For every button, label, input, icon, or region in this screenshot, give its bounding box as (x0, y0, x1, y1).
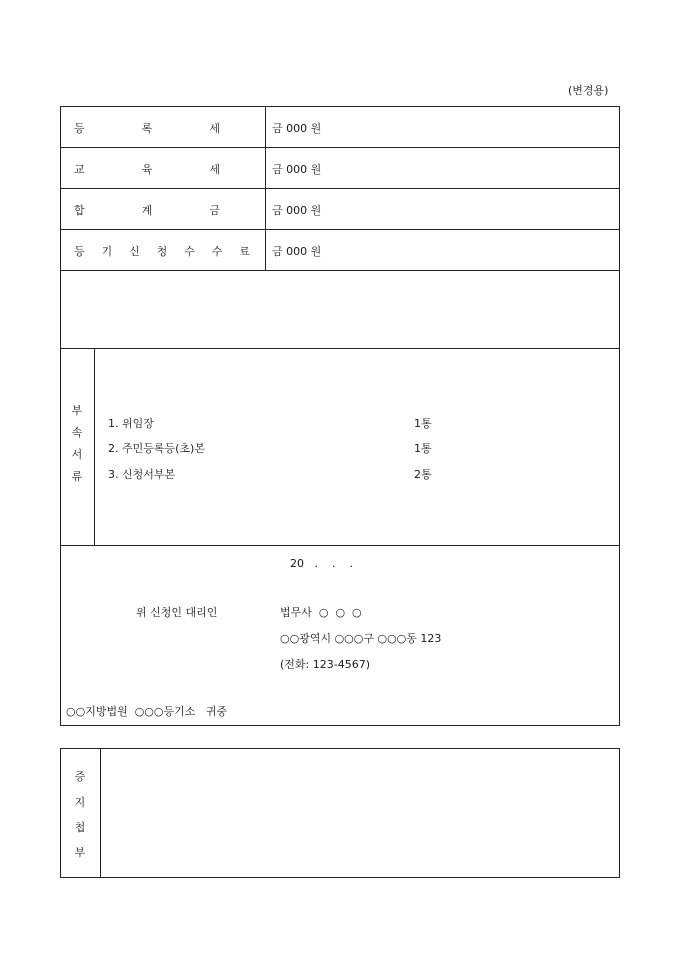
fee-column-divider (265, 106, 266, 270)
fee-label: 합 계 금 (74, 204, 220, 217)
attachment-name: 2. 주민등록등(초)본 (108, 442, 205, 455)
addressee: ○○지방법원 ○○○등기소 귀중 (66, 705, 228, 718)
fee-label: 등 록 세 (74, 122, 220, 135)
blank-row (61, 271, 619, 347)
stamp-attach-area[interactable] (101, 749, 619, 877)
fee-value: 금 000 원 (272, 122, 322, 135)
attachments-column-divider (94, 348, 95, 545)
fee-value: 금 000 원 (272, 245, 322, 258)
fee-value: 금 000 원 (272, 204, 322, 217)
stamp-label-char: 부 (74, 846, 86, 859)
row-divider (60, 188, 620, 189)
fee-label: 등 기 신 청 수 수 료 (74, 245, 250, 258)
row-divider (60, 147, 620, 148)
attachments-label-char: 부 (71, 404, 83, 417)
row-divider (60, 229, 620, 230)
fee-value: 금 000 원 (272, 163, 322, 176)
attachments-label-char: 서 (71, 448, 83, 461)
attachment-count: 1통 (414, 417, 432, 430)
attachments-label-char: 속 (71, 426, 83, 439)
stamp-label-char: 증 (74, 770, 86, 783)
agent-name: 법무사 ○ ○ ○ (280, 606, 362, 619)
attachment-name: 1. 위임장 (108, 417, 154, 430)
row-divider (60, 545, 620, 546)
applicant-label: 위 신청인 대리인 (136, 606, 218, 619)
form-type-note: (변경용) (568, 84, 609, 97)
row-divider (60, 348, 620, 349)
fee-label: 교 육 세 (74, 163, 220, 176)
agent-address: ○○광역시 ○○○구 ○○○동 123 (280, 632, 442, 645)
attachment-count: 1통 (414, 442, 432, 455)
attachment-name: 3. 신청서부본 (108, 468, 176, 481)
attachments-label-char: 류 (71, 470, 83, 483)
stamp-label-char: 지 (74, 796, 86, 809)
application-date: 20 . . . (290, 557, 353, 570)
agent-phone: (전화: 123-4567) (280, 658, 370, 671)
attachment-count: 2통 (414, 468, 432, 481)
stamp-label-char: 첩 (74, 821, 86, 834)
